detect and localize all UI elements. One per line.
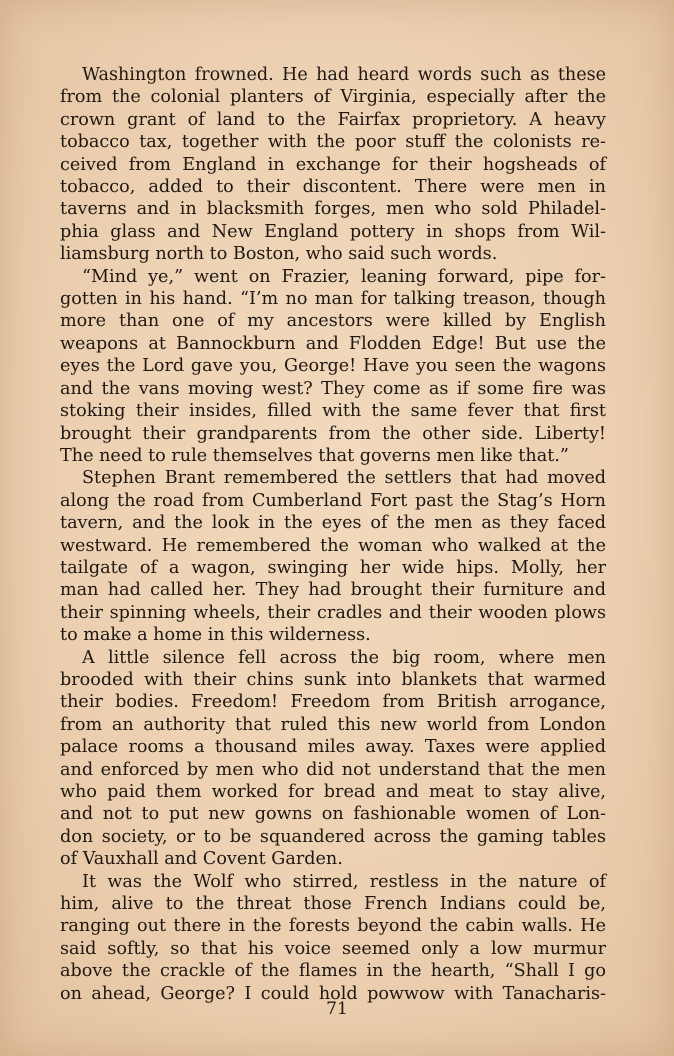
text-line: of Vauxhall and Covent Garden. [60, 849, 343, 870]
text-line: palace rooms a thousand miles away. Taxes were applied [60, 737, 606, 758]
text-line: brooded with their chins sunk into blankets that warmed [60, 669, 606, 690]
text-line: tailgate of a wagon, swinging her wide hips. Molly, her [60, 557, 606, 578]
text-line: westward. He remembered the woman who walked at the [60, 535, 606, 556]
text-line: along the road from Cumberland Fort past the Stag’s Horn [60, 490, 606, 511]
text-line: their bodies. Freedom! Freedom from British arrogance, [60, 692, 606, 713]
text-line: phia glass and New England pottery in shops from Wil- [60, 221, 606, 242]
text-line: It was the Wolf who stirred, restless in the nature of [82, 871, 606, 892]
paragraph [60, 64, 606, 266]
text-line: said softly, so that his voice seemed only a low murmur [60, 938, 606, 959]
paragraph [60, 871, 606, 1005]
paragraph [60, 647, 606, 871]
text-line: tavern, and the look in the eyes of the men as they faced [60, 513, 606, 534]
text-line: tobacco, added to their discontent. There were men in [60, 177, 606, 198]
text-line: “Mind ye,” went on Frazier, leaning forward, pipe for- [82, 266, 606, 287]
text-line: taverns and in blacksmith forges, men who sold Philadel- [60, 199, 606, 220]
text-line: who paid them worked for bread and meat to stay alive, [60, 782, 606, 802]
text-line: weapons at Bannockburn and Flodden Edge! But use the [60, 333, 606, 354]
text-line: ceived from England in exchange for their hogsheads of [60, 154, 606, 175]
text-line: eyes the Lord gave you, George! Have you seen the wagons [60, 356, 606, 377]
text-line: crown grant of land to the Fairfax proprietory. A heavy [60, 109, 606, 130]
text-line: ranging out there in the forests beyond the cabin walls. He [60, 916, 606, 937]
text-line: The need to rule themselves that governs men like that.” [60, 445, 569, 466]
text-line: and enforced by men who did not understand that the men [60, 759, 606, 780]
text-line: from the colonial planters of Virginia, especially after the [60, 87, 606, 108]
text-line: A little silence fell across the big room, where men [82, 647, 606, 668]
text-line: their spinning wheels, their cradles and their wooden plows [60, 602, 606, 623]
text-line: don society, or to be squandered across the gaming tables [60, 826, 606, 847]
text-line: gotten in his hand. “I’m no man for talking treason, though [60, 289, 606, 310]
paragraph [60, 467, 606, 646]
text-line: from an authority that ruled this new world from London [60, 714, 606, 735]
text-line: tobacco tax, together with the poor stuff the colonists re- [60, 132, 606, 153]
text-line: brought their grandparents from the other side. Liberty! [60, 423, 606, 444]
text-line: to make a home in this wilderness. [60, 625, 371, 646]
text-line: stoking their insides, filled with the same fever that first [60, 401, 606, 422]
text-line: above the crackle of the flames in the hearth, “Shall I go [60, 961, 606, 982]
paragraph [60, 266, 606, 468]
text-line: him, alive to the threat those French Indians could be, [60, 894, 606, 915]
text-line: Washington frowned. He had heard words such as these [82, 65, 606, 85]
text-line: and not to put new gowns on fashionable women of Lon- [60, 804, 606, 825]
text-line: on ahead, George? I could hold powwow with Tanacharis- [60, 983, 606, 1004]
body-text [60, 64, 606, 1005]
text-line: man had called her. They had brought their furniture and [60, 580, 606, 601]
text-line: Stephen Brant remembered the settlers that had moved [82, 468, 606, 489]
page-number: 71 [326, 999, 348, 1019]
text-line: liamsburg north to Boston, who said such words. [60, 244, 498, 265]
text-line: and the vans moving west? They come as if some fire was [60, 378, 606, 399]
text-line: more than one of my ancestors were killed by English [60, 311, 606, 332]
